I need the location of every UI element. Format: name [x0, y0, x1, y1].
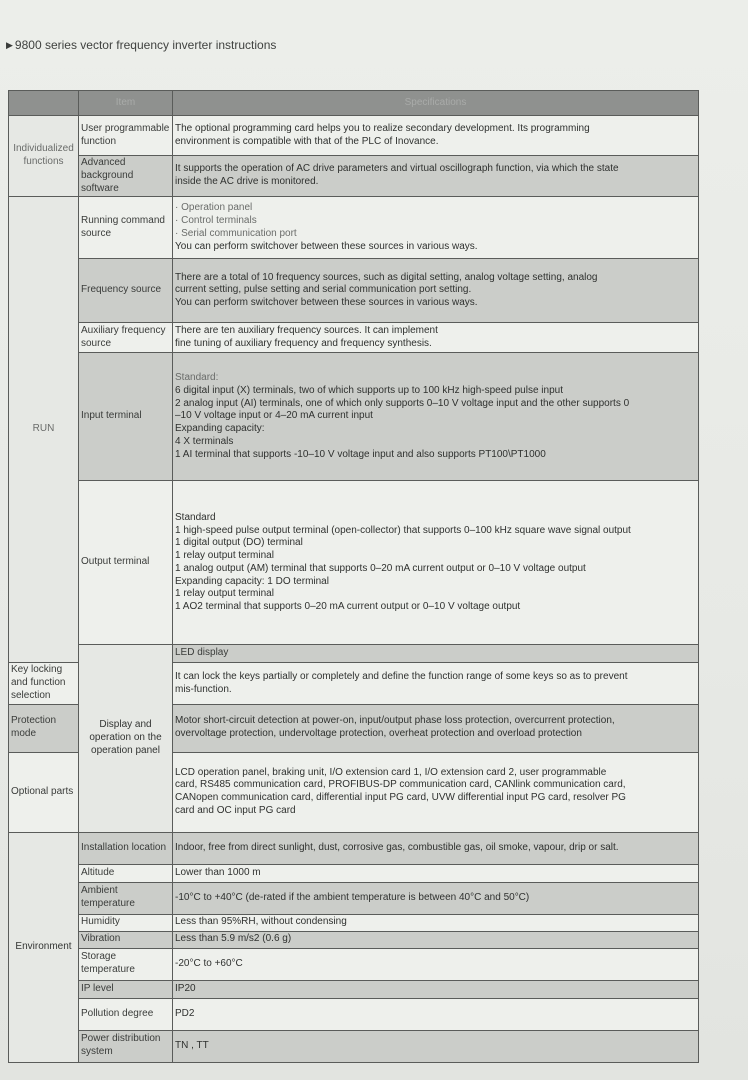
table-row: [9, 931, 699, 948]
item-frequency-source: Frequency source: [79, 259, 173, 323]
spec-ambient-temperature: -10°C to +40°C (de-rated if the ambient temperature is between 40°C and 50°C): [173, 882, 699, 914]
table-row: [9, 998, 699, 1030]
item-pollution-degree: Pollution degree: [79, 998, 173, 1030]
spec-storage-temperature: -20°C to +60°C: [173, 948, 699, 980]
table-row: [9, 948, 699, 980]
spec-auxiliary-frequency: There are ten auxiliary frequency sources. It can implement fine tuning of auxiliary frequency and frequency synthesis.: [173, 323, 699, 353]
item-running-command: Running command source: [79, 197, 173, 259]
item-protection-mode: Protection mode: [9, 704, 79, 752]
item-key-locking: Key locking and function selection: [9, 663, 79, 704]
spec-ip-level: IP20: [173, 980, 699, 998]
table-row: [9, 980, 699, 998]
spec-key-locking: It can lock the keys partially or completely and define the function range of some keys so as to prevent mis-function.: [173, 663, 699, 704]
item-vibration: Vibration: [79, 931, 173, 948]
item-advanced-background: Advanced background software: [79, 156, 173, 197]
header-specifications: Specifications: [173, 91, 699, 116]
spec-altitude: Lower than 1000 m: [173, 864, 699, 882]
spec-running-command: · Operation panel · Control terminals · Serial communication port You can perform switchover between these sources in various ways.: [173, 197, 699, 259]
table-row: [9, 832, 699, 864]
item-input-terminal: Input terminal: [79, 353, 173, 481]
header-category-cell: [9, 91, 79, 116]
spec-output-terminal: Standard 1 high-speed pulse output terminal (open-collector) that supports 0–100 kHz square wave signal output 1 digital output (DO) terminal 1 relay output terminal 1 analog output (AM) terminal that supports 0–20 mA current output or 0–10 V voltage output Expanding capacity: 1 DO terminal 1 relay output terminal 1 AO2 terminal that supports 0–20 mA current output or 0–10 V voltage output: [173, 481, 699, 645]
item-power-distribution: Power distribution system: [79, 1030, 173, 1062]
table-row: [9, 1030, 699, 1062]
item-ip-level: IP level: [79, 980, 173, 998]
table-row: [9, 353, 699, 481]
table-row: [9, 197, 699, 259]
spec-vibration: Less than 5.9 m/s2 (0.6 g): [173, 931, 699, 948]
table-row: [9, 864, 699, 882]
specifications-table: [8, 90, 699, 1063]
table-header-row: [9, 91, 699, 116]
bullet-arrow-icon: ▶: [6, 39, 13, 50]
item-storage-temperature: Storage temperature: [79, 948, 173, 980]
header-item: Item: [79, 91, 173, 116]
item-output-terminal: Output terminal: [79, 481, 173, 645]
table-row: [9, 156, 699, 197]
document-header: [6, 38, 276, 52]
spec-frequency-source: There are a total of 10 frequency sources, such as digital setting, analog voltage setting, analog current setting, pulse setting and serial communication port setting. You can perform switchover between these sources in various ways.: [173, 259, 699, 323]
spec-installation-location: Indoor, free from direct sunlight, dust, corrosive gas, combustible gas, oil smoke, vapour, drip or salt.: [173, 832, 699, 864]
table-row: [9, 323, 699, 353]
item-installation-location: Installation location: [79, 832, 173, 864]
spec-power-distribution: TN , TT: [173, 1030, 699, 1062]
spec-advanced-background: It supports the operation of AC drive parameters and virtual oscillograph function, via which the state inside the AC drive is monitored.: [173, 156, 699, 197]
item-auxiliary-frequency: Auxiliary frequency source: [79, 323, 173, 353]
group-run: RUN: [9, 197, 79, 663]
table-row: [9, 645, 699, 663]
item-user-programmable: User programmable function: [79, 116, 173, 156]
document-title: 9800 series vector frequency inverter instructions: [14, 38, 277, 52]
spec-user-programmable: The optional programming card helps you to realize secondary development. Its programming environment is compatible with that of the PLC of Inovance.: [173, 116, 699, 156]
group-environment: Environment: [9, 832, 79, 1062]
table-row: [9, 914, 699, 931]
table-row: [9, 481, 699, 645]
group-individualized: Individualized functions: [9, 116, 79, 197]
item-led-display: LED display: [173, 645, 699, 663]
item-altitude: Altitude: [79, 864, 173, 882]
table-row: [9, 882, 699, 914]
table-row: [9, 116, 699, 156]
item-humidity: Humidity: [79, 914, 173, 931]
spec-optional-parts: LCD operation panel, braking unit, I/O extension card 1, I/O extension card 2, user programmable card, RS485 communication card, PROFIBUS-DP communication card, CANlink communication card, CANopen communication card, differential input PG card, UVW differential input PG card, resolver PG card and OC input PG card: [173, 752, 699, 832]
item-ambient-temperature: Ambient temperature: [79, 882, 173, 914]
spec-pollution-degree: PD2: [173, 998, 699, 1030]
item-optional-parts: Optional parts: [9, 752, 79, 832]
table-row: [9, 259, 699, 323]
group-display: Display and operation on the operation panel: [79, 645, 173, 832]
spec-protection-mode: Motor short-circuit detection at power-on, input/output phase loss protection, overcurrent protection, overvoltage protection, undervoltage protection, overheat protection and overload protection: [173, 704, 699, 752]
spec-humidity: Less than 95%RH, without condensing: [173, 914, 699, 931]
spec-input-terminal: Standard: 6 digital input (X) terminals, two of which supports up to 100 kHz high-speed pulse input 2 analog input (AI) terminals, one of which only supports 0–10 V voltage input and the other supports 0 –10 V voltage input or 4–20 mA current input Expanding capacity: 4 X terminals 1 AI terminal that supports -10–10 V voltage input and also supports PT100\PT1000: [173, 353, 699, 481]
